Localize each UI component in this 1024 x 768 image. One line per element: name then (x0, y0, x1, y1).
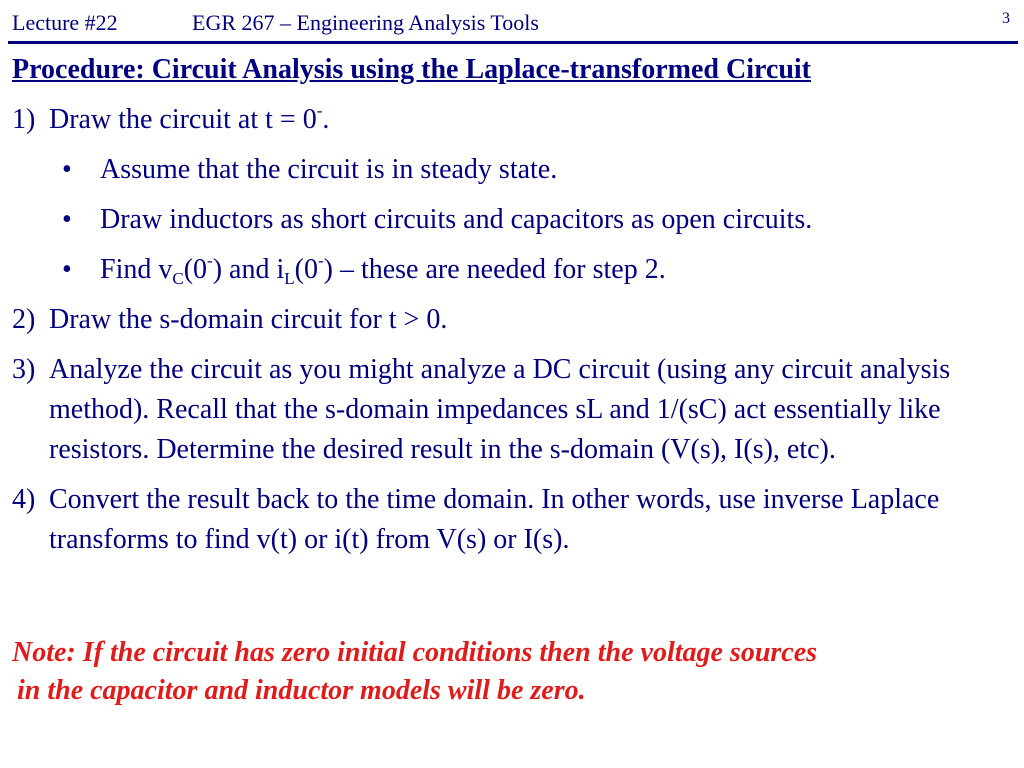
step-text: Convert the result back to the time domain. In other words, use inverse Laplace transforms to find v(t) or i(t) from V(s) or I(s). (49, 484, 940, 555)
note-line-1: Note: If the circuit has zero initial conditions then the voltage sources (12, 637, 818, 668)
bullet-icon: • (62, 154, 72, 185)
bullet-icon: • (62, 254, 72, 285)
step-4 (12, 480, 1014, 560)
step-text: Analyze the circuit as you might analyze a DC circuit (using any circuit analysis method). Recall that the s-domain impedances sL and 1/(sC) act essentially like resistors. Determine the desired result in the s-domain (V(s), I(s), etc). (49, 354, 951, 465)
step-number: 1) (12, 104, 36, 135)
bullet-item (12, 150, 1014, 190)
step-1 (12, 100, 1014, 140)
bullet-text: Find $v_C(0^-)$ and $i_L(0^-)$ – these are needed for step 2. (100, 251, 666, 288)
bullet-text: Assume that the circuit is in steady state. (100, 154, 558, 185)
page-number: 3 (1002, 10, 1010, 27)
course-title: EGR 267 – Engineering Analysis Tools (192, 10, 539, 35)
header-divider (8, 41, 1018, 44)
page-title: Procedure: Circuit Analysis using the Laplace-transformed Circuit (12, 54, 811, 85)
bullet-icon: • (62, 204, 72, 235)
bullet-item (12, 250, 1014, 290)
step-2 (12, 300, 1014, 340)
step-number: 2) (12, 304, 36, 335)
step-number: 3) (12, 354, 36, 385)
note-line-2: in the capacitor and inductor models will be zero. (17, 675, 586, 706)
lecture-number: Lecture #22 (12, 10, 118, 35)
step-text: Draw the s-domain circuit for t > 0. (49, 304, 448, 335)
bullet-text: Draw inductors as short circuits and capacitors as open circuits. (100, 204, 813, 235)
step-3 (12, 350, 1014, 470)
note-text (12, 634, 1016, 710)
procedure-steps (12, 100, 1014, 570)
step-text: Draw the circuit at t = 0-. (49, 101, 330, 135)
bullet-item (12, 200, 1014, 240)
step-number: 4) (12, 484, 36, 515)
slide-header (12, 8, 1012, 38)
